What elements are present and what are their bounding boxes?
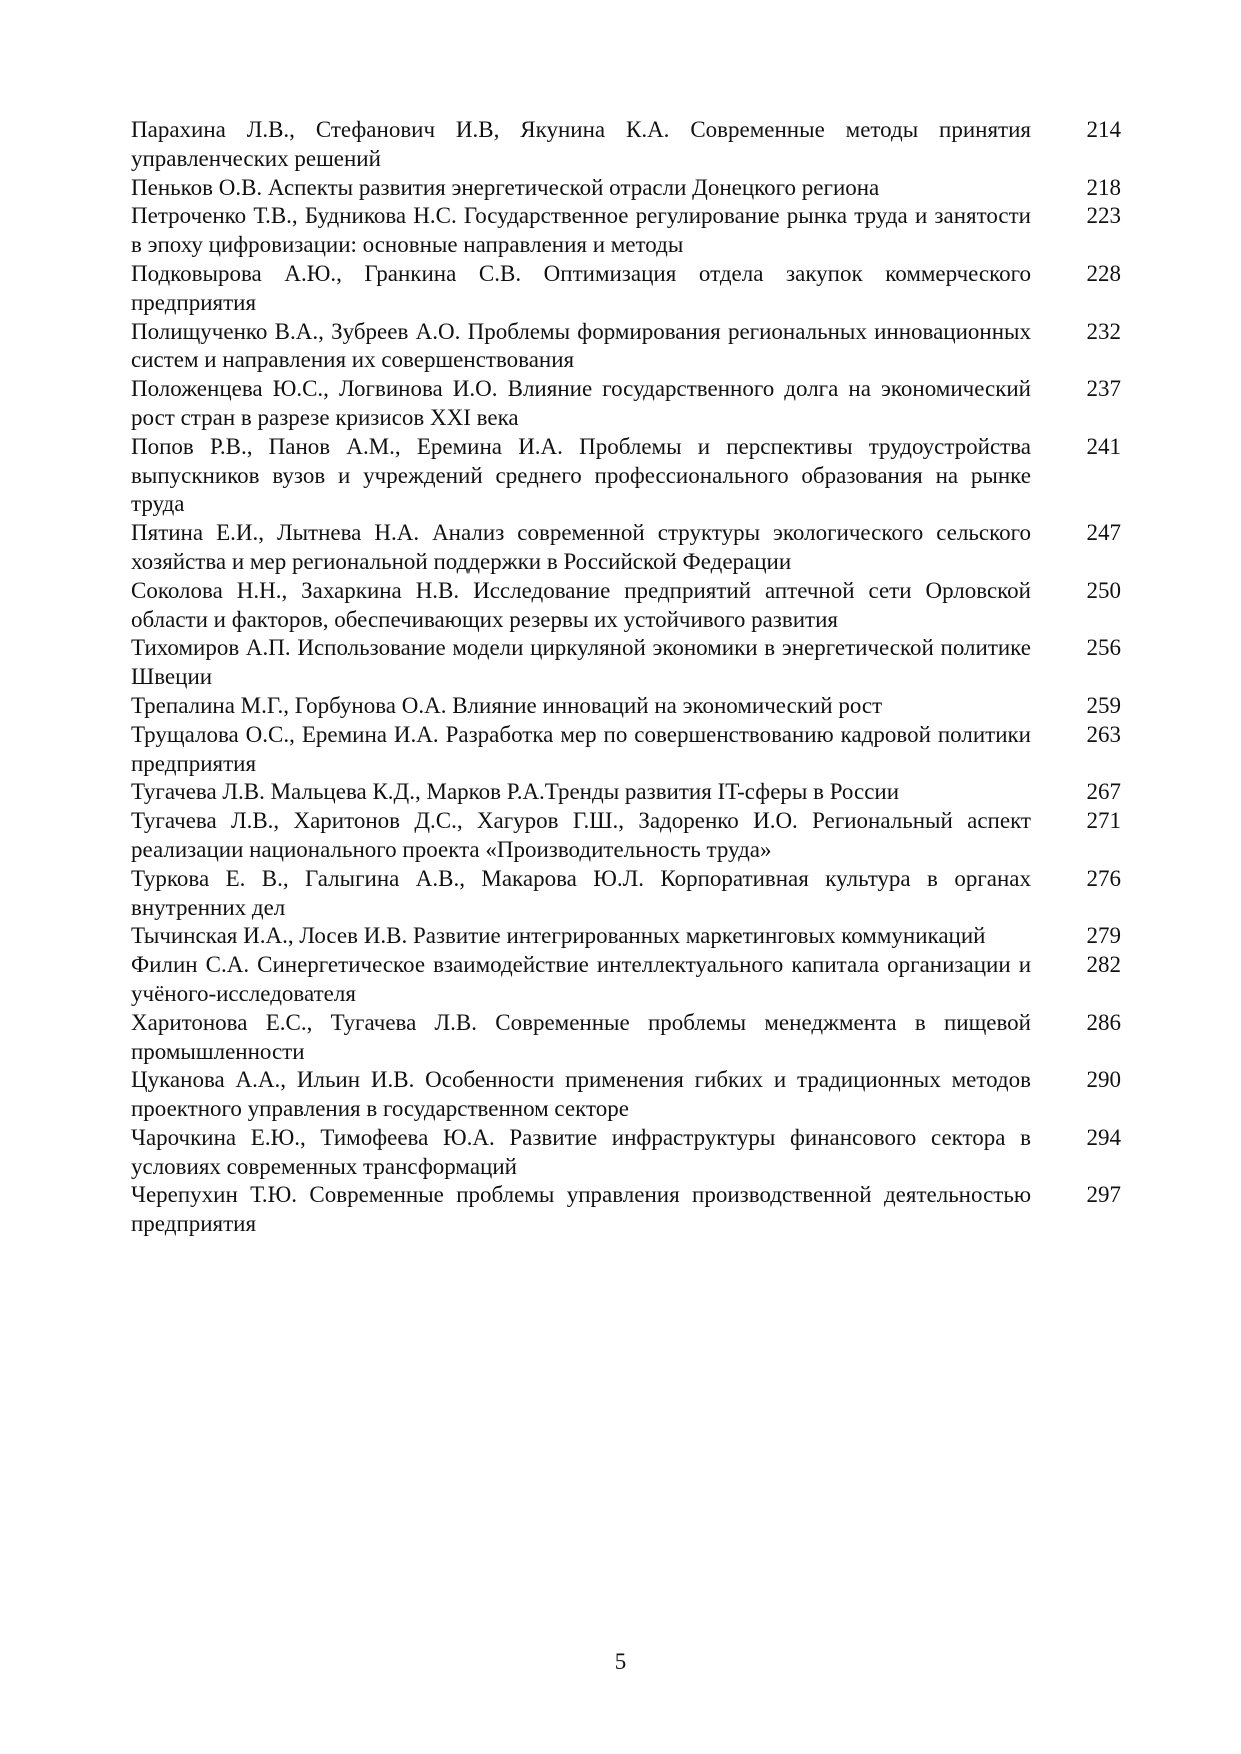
- toc-entry-page: 247: [1086, 520, 1121, 546]
- toc-entry-title: Тугачева Л.В., Харитонов Д.С., Хагуров Г.Ш., Задоренко И.О. Региональный аспект реализации национального проекта «Производительность труда»: [131, 808, 1031, 862]
- toc-entry: [131, 519, 1121, 577]
- toc-entry-title: Петроченко Т.В., Будникова Н.С. Государственное регулирование рынка труда и занятости в эпоху цифровизации: основные направления и методы: [131, 203, 1031, 258]
- toc-entry-page: 228: [1086, 260, 1121, 286]
- toc-entry: [131, 922, 1121, 951]
- toc-entry-title: Пятина Е.И., Лытнева Н.А. Анализ современной структуры экологического сельского хозяйства и мер региональной поддержки в Российской Федерации: [131, 520, 1031, 574]
- toc-entry-page: 294: [1086, 1124, 1121, 1150]
- toc-entry-title: Туркова Е. В., Галыгина А.В., Макарова Ю.Л. Корпоративная культура в органах внутренних дел: [131, 865, 1031, 920]
- toc-entry-page: 267: [1086, 779, 1121, 805]
- toc-entry-page: 259: [1086, 692, 1121, 718]
- toc-entry-page: 232: [1086, 318, 1121, 344]
- toc-entry-title: Черепухин Т.Ю. Современные проблемы управления производственной деятельностью предприятия: [131, 1182, 1031, 1237]
- toc-entry: [131, 1066, 1121, 1124]
- toc-entry-title: Соколова Н.Н., Захаркина Н.В. Исследование предприятий аптечной сети Орловской области и факторов, обеспечивающих резервы их устойчивого развития: [131, 577, 1031, 632]
- toc-entry-title: Тугачева Л.В. Мальцева К.Д., Марков Р.А.Тренды развития IT-сферы в России: [131, 779, 900, 805]
- toc-entry-page: 290: [1086, 1067, 1121, 1093]
- toc-entry: [131, 807, 1121, 865]
- toc-entry-title: Подковырова А.Ю., Гранкина С.В. Оптимизация отдела закупок коммерческого предприятия: [131, 260, 1031, 315]
- toc-entry: [131, 116, 1121, 174]
- toc-entry-page: 282: [1086, 952, 1121, 978]
- page-number: 5: [614, 1649, 627, 1674]
- toc-entry: [131, 375, 1121, 433]
- toc-entry-title: Парахина Л.В., Стефанович И.В, Якунина К.А. Современные методы принятия управленческих решений: [131, 117, 1031, 171]
- toc-entry: [131, 260, 1121, 318]
- toc-entry-page: 250: [1086, 577, 1121, 603]
- toc-entry: [131, 577, 1121, 635]
- toc-entry: [131, 318, 1121, 376]
- toc-entry: [131, 778, 1121, 807]
- toc-entry-title: Трепалина М.Г., Горбунова О.А. Влияние инноваций на экономический рост: [131, 692, 883, 718]
- toc-entry-title: Тычинская И.А., Лосев И.В. Развитие интегрированных маркетинговых коммуникаций: [131, 923, 986, 949]
- toc-entry-page: 237: [1086, 376, 1121, 402]
- toc-entry-title: Чарочкина Е.Ю., Тимофеева Ю.А. Развитие инфраструктуры финансового сектора в условиях современных трансформаций: [131, 1124, 1031, 1179]
- toc-entry: [131, 174, 1121, 203]
- toc-entry-title: Полищученко В.А., Зубреев А.О. Проблемы формирования региональных инновационных систем и направления их совершенствования: [131, 318, 1031, 373]
- toc-entry-page: 218: [1086, 174, 1121, 200]
- toc-entry: [131, 1009, 1121, 1067]
- table-of-contents: [131, 116, 1121, 1239]
- toc-entry-title: Попов Р.В., Панов А.М., Еремина И.А. Проблемы и перспективы трудоустройства выпускников вузов и учреждений среднего профессионального образования на рынке труда: [131, 433, 1031, 517]
- toc-entry: [131, 1181, 1121, 1239]
- toc-entry-page: 276: [1086, 865, 1121, 891]
- toc-entry-page: 256: [1086, 635, 1121, 661]
- toc-entry: [131, 433, 1121, 519]
- toc-entry-page: 279: [1086, 923, 1121, 949]
- toc-entry: [131, 721, 1121, 779]
- toc-entry-title: Цуканова А.А., Ильин И.В. Особенности применения гибких и традиционных методов проектного управления в государственном секторе: [131, 1067, 1031, 1122]
- toc-entry-title: Тихомиров А.П. Использование модели циркуляной экономики в энергетической политике Швеции: [131, 635, 1031, 690]
- toc-entry-page: 241: [1086, 433, 1121, 459]
- toc-entry-page: 286: [1086, 1009, 1121, 1035]
- toc-entry: [131, 1124, 1121, 1182]
- toc-entry-page: 263: [1086, 721, 1121, 747]
- toc-entry-title: Харитонова Е.С., Тугачева Л.В. Современные проблемы менеджмента в пищевой промышленности: [131, 1009, 1031, 1064]
- toc-entry-page: 223: [1086, 203, 1121, 229]
- toc-entry-title: Филин С.А. Синергетическое взаимодействие интеллектуального капитала организации и учёного-исследователя: [131, 952, 1031, 1006]
- toc-entry-page: 271: [1086, 808, 1121, 834]
- toc-entry: [131, 951, 1121, 1009]
- toc-entry: [131, 692, 1121, 721]
- toc-entry: [131, 865, 1121, 923]
- toc-entry: [131, 202, 1121, 260]
- toc-entry-title: Положенцева Ю.С., Логвинова И.О. Влияние государственного долга на экономический рост стран в разрезе кризисов XXI века: [131, 376, 1031, 430]
- toc-entry-title: Пеньков О.В. Аспекты развития энергетической отрасли Донецкого региона: [131, 174, 880, 200]
- toc-entry-page: 297: [1086, 1182, 1121, 1208]
- toc-entry: [131, 634, 1121, 692]
- toc-entry-title: Трущалова О.С., Еремина И.А. Разработка мер по совершенствованию кадровой политики предприятия: [131, 721, 1031, 776]
- toc-entry-page: 214: [1086, 117, 1121, 142]
